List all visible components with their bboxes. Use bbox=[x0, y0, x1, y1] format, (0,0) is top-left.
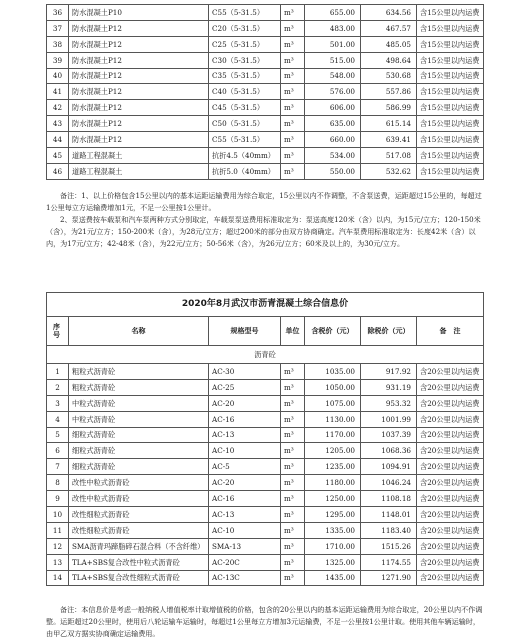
cell-unit: m³ bbox=[281, 379, 305, 395]
asphalt-notes bbox=[46, 604, 484, 639]
cell-spec: C50（5-31.5） bbox=[209, 116, 281, 132]
cell-price-tax: 515.00 bbox=[305, 52, 361, 68]
cell-unit: m³ bbox=[281, 570, 305, 586]
cell-spec: AC-13 bbox=[209, 507, 281, 523]
cell-no: 37 bbox=[47, 20, 69, 36]
cell-spec: AC-10 bbox=[209, 443, 281, 459]
header-unit: 单位 bbox=[281, 317, 305, 346]
concrete-note-1: 备注：1、以上价格包含15公里以内的基本运距运输费用为综合取定，15公里以内不作调整，不含泵送费，运距超过15公里的，每超过1公里每立方运输费增加1元，不足一公里按1公里计。 bbox=[46, 191, 482, 212]
cell-no: 13 bbox=[47, 554, 69, 570]
cell-note: 含15公里以内运费 bbox=[417, 52, 484, 68]
cell-no: 42 bbox=[47, 100, 69, 116]
table-row bbox=[47, 522, 484, 538]
cell-price-tax: 1170.00 bbox=[305, 427, 361, 443]
cell-note: 含15公里以内运费 bbox=[417, 36, 484, 52]
cell-unit: m³ bbox=[281, 132, 305, 148]
cell-no: 46 bbox=[47, 163, 69, 179]
cell-no: 11 bbox=[47, 522, 69, 538]
cell-note: 含15公里以内运费 bbox=[417, 5, 484, 21]
cell-name: 防水混凝土P12 bbox=[69, 116, 209, 132]
cell-no: 4 bbox=[47, 411, 69, 427]
cell-no: 39 bbox=[47, 52, 69, 68]
cell-spec: AC-5 bbox=[209, 459, 281, 475]
cell-price-tax: 1035.00 bbox=[305, 364, 361, 380]
cell-unit: m³ bbox=[281, 538, 305, 554]
cell-no: 38 bbox=[47, 36, 69, 52]
concrete-notes bbox=[46, 190, 484, 250]
cell-price-tax: 655.00 bbox=[305, 5, 361, 21]
table-row bbox=[47, 100, 484, 116]
cell-note: 含20公里以内运费 bbox=[417, 443, 484, 459]
cell-name: 道路工程混凝土 bbox=[69, 163, 209, 179]
cell-price-notax: 615.14 bbox=[361, 116, 417, 132]
cell-note: 含20公里以内运费 bbox=[417, 364, 484, 380]
cell-spec: AC-20 bbox=[209, 395, 281, 411]
cell-price-notax: 953.32 bbox=[361, 395, 417, 411]
cell-no: 45 bbox=[47, 148, 69, 164]
table-row bbox=[47, 364, 484, 380]
cell-no: 12 bbox=[47, 538, 69, 554]
cell-name: 防水混凝土P12 bbox=[69, 84, 209, 100]
cell-spec: AC-30 bbox=[209, 364, 281, 380]
cell-price-notax: 917.92 bbox=[361, 364, 417, 380]
header-note: 备 注 bbox=[417, 317, 484, 346]
cell-no: 1 bbox=[47, 364, 69, 380]
header-price-tax: 含税价（元） bbox=[305, 317, 361, 346]
cell-unit: m³ bbox=[281, 475, 305, 491]
cell-price-notax: 1515.26 bbox=[361, 538, 417, 554]
cell-price-tax: 635.00 bbox=[305, 116, 361, 132]
cell-unit: m³ bbox=[281, 84, 305, 100]
cell-spec: C20（5-31.5） bbox=[209, 20, 281, 36]
cell-spec: SMA-13 bbox=[209, 538, 281, 554]
cell-name: 改性中粒式沥青砼 bbox=[69, 491, 209, 507]
cell-note: 含20公里以内运费 bbox=[417, 554, 484, 570]
table-row bbox=[47, 84, 484, 100]
table-row bbox=[47, 163, 484, 179]
cell-price-notax: 498.64 bbox=[361, 52, 417, 68]
cell-no: 41 bbox=[47, 84, 69, 100]
cell-spec: C40（5-31.5） bbox=[209, 84, 281, 100]
cell-unit: m³ bbox=[281, 427, 305, 443]
cell-name: 中粒式沥青砼 bbox=[69, 395, 209, 411]
cell-name: 防水混凝土P10 bbox=[69, 5, 209, 21]
cell-no: 9 bbox=[47, 491, 69, 507]
table-row bbox=[47, 52, 484, 68]
cell-note: 含20公里以内运费 bbox=[417, 522, 484, 538]
header-name: 名称 bbox=[69, 317, 209, 346]
cell-note: 含15公里以内运费 bbox=[417, 84, 484, 100]
cell-price-tax: 1250.00 bbox=[305, 491, 361, 507]
cell-name: 改性细粒式沥青砼 bbox=[69, 522, 209, 538]
cell-price-tax: 548.00 bbox=[305, 68, 361, 84]
cell-note: 含15公里以内运费 bbox=[417, 116, 484, 132]
table-row bbox=[47, 5, 484, 21]
cell-price-tax: 1710.00 bbox=[305, 538, 361, 554]
cell-unit: m³ bbox=[281, 364, 305, 380]
cell-name: 防水混凝土P12 bbox=[69, 52, 209, 68]
cell-note: 含15公里以内运费 bbox=[417, 132, 484, 148]
table-row bbox=[47, 443, 484, 459]
table-row bbox=[47, 148, 484, 164]
cell-name: TLA+SBS复合改性细粒式沥青砼 bbox=[69, 570, 209, 586]
table-row bbox=[47, 475, 484, 491]
cell-unit: m³ bbox=[281, 5, 305, 21]
cell-price-tax: 501.00 bbox=[305, 36, 361, 52]
cell-spec: 抗折4.5（40mm） bbox=[209, 148, 281, 164]
cell-price-tax: 1205.00 bbox=[305, 443, 361, 459]
cell-price-notax: 1148.01 bbox=[361, 507, 417, 523]
cell-no: 2 bbox=[47, 379, 69, 395]
cell-price-tax: 1050.00 bbox=[305, 379, 361, 395]
asphalt-table-title: 2020年8月武汉市沥青混凝土综合信息价 bbox=[47, 293, 484, 317]
asphalt-category-row bbox=[47, 346, 484, 364]
cell-no: 36 bbox=[47, 5, 69, 21]
cell-spec: AC-10 bbox=[209, 522, 281, 538]
cell-unit: m³ bbox=[281, 68, 305, 84]
cell-price-tax: 1130.00 bbox=[305, 411, 361, 427]
cell-spec: AC-25 bbox=[209, 379, 281, 395]
header-spec: 规格型号 bbox=[209, 317, 281, 346]
cell-spec: AC-20C bbox=[209, 554, 281, 570]
cell-price-tax: 550.00 bbox=[305, 163, 361, 179]
cell-name: 粗粒式沥青砼 bbox=[69, 364, 209, 380]
cell-price-tax: 1335.00 bbox=[305, 522, 361, 538]
cell-name: SMA沥青玛蹄脂碎石混合料（不含纤维） bbox=[69, 538, 209, 554]
cell-price-notax: 931.19 bbox=[361, 379, 417, 395]
cell-price-notax: 634.56 bbox=[361, 5, 417, 21]
cell-name: 细粒式沥青砼 bbox=[69, 443, 209, 459]
cell-unit: m³ bbox=[281, 411, 305, 427]
cell-price-tax: 660.00 bbox=[305, 132, 361, 148]
cell-unit: m³ bbox=[281, 148, 305, 164]
cell-note: 含20公里以内运费 bbox=[417, 395, 484, 411]
cell-price-notax: 557.86 bbox=[361, 84, 417, 100]
cell-name: 中粒式沥青砼 bbox=[69, 411, 209, 427]
cell-note: 含20公里以内运费 bbox=[417, 538, 484, 554]
cell-name: 道路工程混凝土 bbox=[69, 148, 209, 164]
cell-note: 含20公里以内运费 bbox=[417, 507, 484, 523]
cell-note: 含20公里以内运费 bbox=[417, 427, 484, 443]
cell-name: 防水混凝土P12 bbox=[69, 68, 209, 84]
cell-no: 10 bbox=[47, 507, 69, 523]
cell-price-notax: 1001.99 bbox=[361, 411, 417, 427]
cell-spec: C45（5-31.5） bbox=[209, 100, 281, 116]
table-row bbox=[47, 36, 484, 52]
cell-spec: AC-16 bbox=[209, 491, 281, 507]
cell-unit: m³ bbox=[281, 507, 305, 523]
cell-unit: m³ bbox=[281, 554, 305, 570]
cell-unit: m³ bbox=[281, 491, 305, 507]
cell-unit: m³ bbox=[281, 459, 305, 475]
cell-spec: C25（5-31.5） bbox=[209, 36, 281, 52]
header-price-notax: 除税价（元） bbox=[361, 317, 417, 346]
concrete-note-2: 2、泵送费按车载泵和汽车泵两种方式分别取定，车载泵泵送费用标准取定为：泵送高度120米（含）以内，为15元/立方；120-150米（含），为21元/立方；150-200米（含），为28元/立方；超过200米的部分由双方协商确定。汽车泵费用标准取定为：长度42米（含）以内，为17元/立方；42-48米（含），为22元/立方；50-56米（含），为26元/立方；60米及以上的，为30元/立方。 bbox=[46, 215, 481, 248]
cell-note: 含15公里以内运费 bbox=[417, 100, 484, 116]
cell-price-tax: 1235.00 bbox=[305, 459, 361, 475]
cell-unit: m³ bbox=[281, 443, 305, 459]
cell-price-notax: 485.05 bbox=[361, 36, 417, 52]
cell-price-tax: 1435.00 bbox=[305, 570, 361, 586]
cell-price-notax: 517.08 bbox=[361, 148, 417, 164]
cell-price-tax: 483.00 bbox=[305, 20, 361, 36]
cell-price-tax: 606.00 bbox=[305, 100, 361, 116]
table-row bbox=[47, 554, 484, 570]
cell-name: 防水混凝土P12 bbox=[69, 36, 209, 52]
cell-note: 含20公里以内运费 bbox=[417, 379, 484, 395]
cell-name: 改性细粒式沥青砼 bbox=[69, 507, 209, 523]
cell-unit: m³ bbox=[281, 163, 305, 179]
cell-price-tax: 1325.00 bbox=[305, 554, 361, 570]
cell-note: 含20公里以内运费 bbox=[417, 411, 484, 427]
cell-name: TLA+SBS复合改性中粒式沥青砼 bbox=[69, 554, 209, 570]
cell-spec: 抗折5.0（40mm） bbox=[209, 163, 281, 179]
cell-note: 含20公里以内运费 bbox=[417, 491, 484, 507]
cell-name: 防水混凝土P12 bbox=[69, 100, 209, 116]
cell-name: 细粒式沥青砼 bbox=[69, 459, 209, 475]
cell-note: 含20公里以内运费 bbox=[417, 570, 484, 586]
cell-note: 含15公里以内运费 bbox=[417, 148, 484, 164]
cell-price-notax: 1108.18 bbox=[361, 491, 417, 507]
cell-unit: m³ bbox=[281, 20, 305, 36]
cell-name: 粗粒式沥青砼 bbox=[69, 379, 209, 395]
cell-price-notax: 467.57 bbox=[361, 20, 417, 36]
cell-name: 防水混凝土P12 bbox=[69, 132, 209, 148]
cell-spec: AC-13 bbox=[209, 427, 281, 443]
cell-no: 14 bbox=[47, 570, 69, 586]
cell-name: 细粒式沥青砼 bbox=[69, 427, 209, 443]
table-row bbox=[47, 116, 484, 132]
cell-spec: AC-16 bbox=[209, 411, 281, 427]
cell-unit: m³ bbox=[281, 395, 305, 411]
table-row bbox=[47, 132, 484, 148]
cell-no: 43 bbox=[47, 116, 69, 132]
cell-spec: C55（5-31.5） bbox=[209, 5, 281, 21]
cell-price-notax: 639.41 bbox=[361, 132, 417, 148]
cell-price-tax: 1295.00 bbox=[305, 507, 361, 523]
table-row bbox=[47, 538, 484, 554]
cell-no: 7 bbox=[47, 459, 69, 475]
cell-note: 含20公里以内运费 bbox=[417, 475, 484, 491]
cell-price-tax: 1075.00 bbox=[305, 395, 361, 411]
cell-no: 3 bbox=[47, 395, 69, 411]
cell-price-notax: 532.62 bbox=[361, 163, 417, 179]
cell-spec: C35（5-31.5） bbox=[209, 68, 281, 84]
cell-unit: m³ bbox=[281, 100, 305, 116]
cell-price-notax: 1068.36 bbox=[361, 443, 417, 459]
cell-unit: m³ bbox=[281, 522, 305, 538]
asphalt-category: 沥青砼 bbox=[47, 346, 484, 364]
cell-spec: AC-20 bbox=[209, 475, 281, 491]
cell-price-notax: 1094.91 bbox=[361, 459, 417, 475]
cell-price-tax: 1180.00 bbox=[305, 475, 361, 491]
cell-name: 防水混凝土P12 bbox=[69, 20, 209, 36]
table-row bbox=[47, 411, 484, 427]
cell-no: 8 bbox=[47, 475, 69, 491]
asphalt-table-title-row bbox=[47, 293, 484, 317]
table-row bbox=[47, 427, 484, 443]
cell-no: 44 bbox=[47, 132, 69, 148]
table-row bbox=[47, 20, 484, 36]
cell-price-notax: 1183.40 bbox=[361, 522, 417, 538]
cell-price-notax: 1046.24 bbox=[361, 475, 417, 491]
cell-spec: C55（5-31.5） bbox=[209, 132, 281, 148]
table-row bbox=[47, 379, 484, 395]
asphalt-price-table bbox=[46, 292, 484, 586]
cell-no: 6 bbox=[47, 443, 69, 459]
table-row bbox=[47, 570, 484, 586]
table-row bbox=[47, 491, 484, 507]
cell-name: 改性中粒式沥青砼 bbox=[69, 475, 209, 491]
cell-price-notax: 586.99 bbox=[361, 100, 417, 116]
cell-unit: m³ bbox=[281, 52, 305, 68]
cell-price-notax: 530.68 bbox=[361, 68, 417, 84]
header-no: 序号 bbox=[47, 317, 69, 346]
cell-unit: m³ bbox=[281, 116, 305, 132]
cell-price-notax: 1271.90 bbox=[361, 570, 417, 586]
cell-spec: C30（5-31.5） bbox=[209, 52, 281, 68]
cell-note: 含20公里以内运费 bbox=[417, 459, 484, 475]
concrete-price-table bbox=[46, 4, 484, 180]
cell-unit: m³ bbox=[281, 36, 305, 52]
table-row bbox=[47, 459, 484, 475]
table-row bbox=[47, 68, 484, 84]
cell-no: 40 bbox=[47, 68, 69, 84]
table-row bbox=[47, 395, 484, 411]
cell-price-tax: 576.00 bbox=[305, 84, 361, 100]
cell-note: 含15公里以内运费 bbox=[417, 20, 484, 36]
cell-note: 含15公里以内运费 bbox=[417, 163, 484, 179]
asphalt-price-table-body bbox=[47, 293, 484, 586]
cell-price-notax: 1037.39 bbox=[361, 427, 417, 443]
table-row bbox=[47, 507, 484, 523]
cell-price-tax: 534.00 bbox=[305, 148, 361, 164]
cell-price-notax: 1174.55 bbox=[361, 554, 417, 570]
cell-spec: AC-13C bbox=[209, 570, 281, 586]
asphalt-table-header-row bbox=[47, 317, 484, 346]
cell-note: 含15公里以内运费 bbox=[417, 68, 484, 84]
concrete-price-table-body bbox=[47, 5, 484, 180]
asphalt-note-1: 备注：本信息价是考虑一般纳税人增值税率计取增值税的价格，包含的20公里以内的基本运距运输费用为综合取定，20公里以内不作调整。运距超过20公里时，使用后八轮运输车运输时，每超过1公里每立方增加3元运输费，不足一公里按1公里计取。使用其他车辆运输时，由甲乙双方据实协商确定运输费用。 bbox=[46, 605, 483, 638]
cell-no: 5 bbox=[47, 427, 69, 443]
